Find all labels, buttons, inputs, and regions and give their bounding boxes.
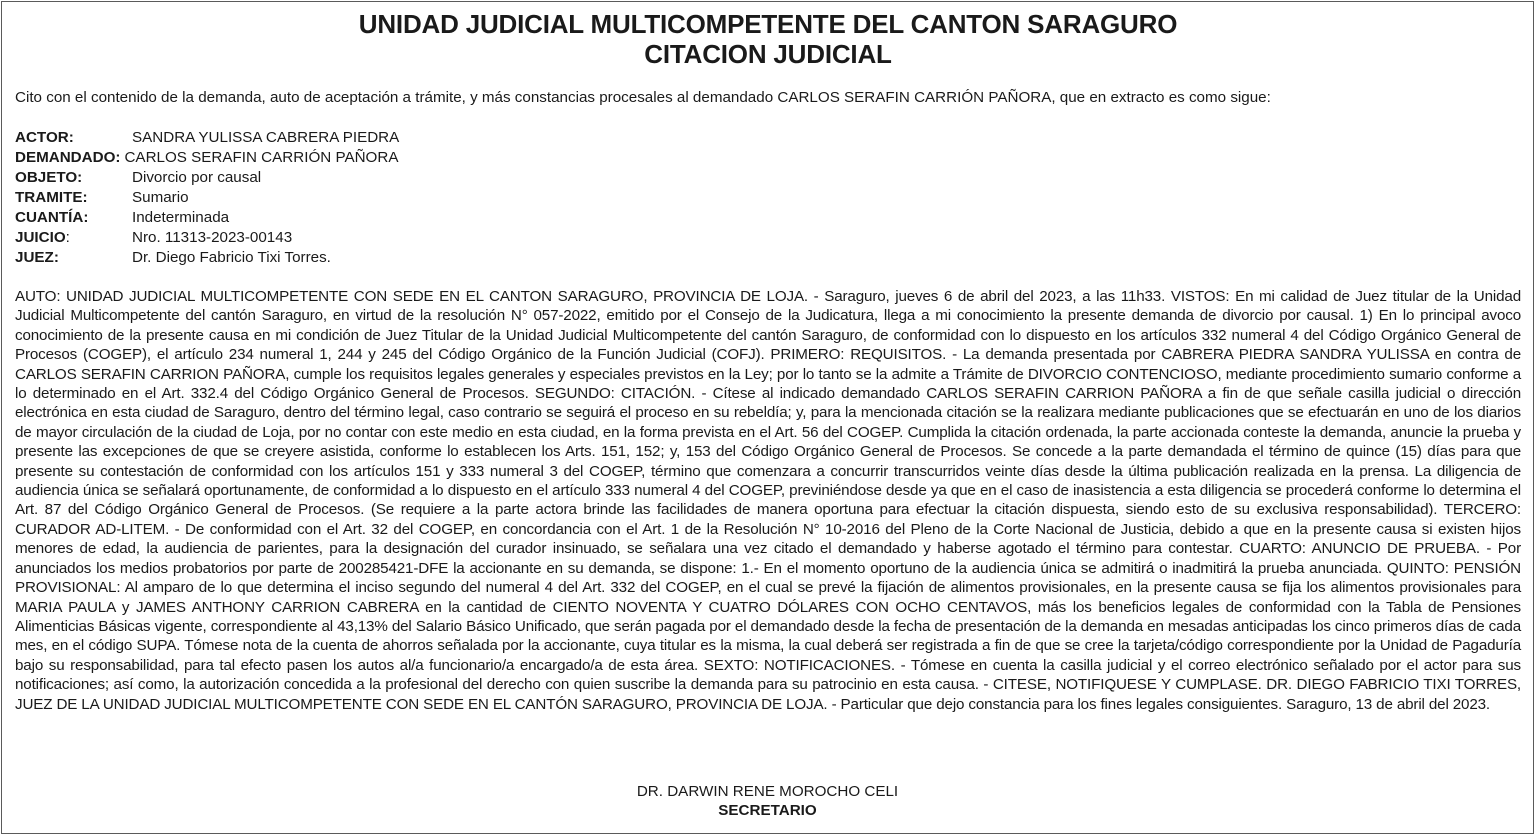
field-demandado [15, 148, 1521, 168]
secretary-role: SECRETARIO [718, 802, 817, 819]
field-value: CARLOS SERAFIN CARRIÓN PAÑORA [124, 149, 399, 166]
secretary-name: DR. DARWIN RENE MOROCHO CELI [636, 783, 899, 800]
title-block [15, 2, 1521, 69]
field-value: SANDRA YULISSA CABRERA PIEDRA [132, 129, 400, 146]
field-value: Nro. 11313-2023-00143 [132, 229, 293, 246]
field-label: OBJETO: [15, 169, 83, 186]
intro-paragraph: Cito con el contenido de la demanda, auto de aceptación a trámite, y más constancias procesales al demandado CARLOS SERAFIN CARRIÓN PAÑORA, que en extracto es como sigue: [15, 89, 1271, 106]
field-label: JUEZ: [15, 249, 59, 266]
field-juicio [15, 228, 1521, 248]
field-label-text: JUICIO [15, 229, 66, 246]
signature-block [2, 782, 1533, 820]
field-label: CUANTÍA: [15, 209, 89, 226]
field-label-colon: : [65, 229, 70, 246]
citation-notice [1, 1, 1534, 834]
field-value: Divorcio por causal [132, 169, 262, 186]
field-actor [15, 128, 1521, 148]
auto-body-paragraph: AUTO: UNIDAD JUDICIAL MULTICOMPETENTE CON SEDE EN EL CANTON SARAGURO, PROVINCIA DE LOJA. - Saraguro, jueves 6 de abril del 2023, a las 11h33. VISTOS: En mi calidad de Juez titular de la Unidad Judicial Multicompetente del cantón Saraguro, en virtud de la resolución N° 057-2022, emitido por el Consejo de la Judicatura, llega a mi conocimiento la presente demanda de divorcio por causal. 1) En lo principal avoco conocimiento de la presente causa en mi condición de Juez Titular de la Unidad Judicial Multicompetente del cantón Saraguro, de conformidad con lo dispuesto en los artículos 332 numeral 4 del Código Orgánico General de Procesos (COGEP), el artículo 234 numeral 1, 244 y 245 del Código Orgánico de la Función Judicial (COFJ). PRIMERO: REQUISITOS. - La demanda presentada por CABRERA PIEDRA SANDRA YULISSA en contra de CARLOS SERAFIN CARRION PAÑORA, cumple los requisitos legales generales y especiales previstos en la Ley; por lo tanto se la admite a Trámite de DIVORCIO CONTENCIOSO, mediante procedimiento sumario conforme a lo determinado en el Art. 332.4 del Código Orgánico General de Procesos. SEGUNDO: CITACIÓN. - Cítese al indicado demandado CARLOS SERAFIN CARRION PAÑORA a fin de que señale casilla judicial o dirección electrónica en esta ciudad de Saraguro, dentro del término legal, caso contrario se seguirá el proceso en su rebeldía; y, para la mencionada citación se la realizara mediante publicaciones que se efectuarán en uno de los diarios de mayor circulación de la ciudad de Loja, por no contar con este medio en esta ciudad, en la forma prevista en el Art. 56 del COGEP. Cumplida la citación ordenada, la parte accionada conteste la demanda, anuncie la prueba y presente las excepciones de que se creyere asistida, conforme lo establecen los Arts. 151, 152; y, 153 del Código Orgánico General de Procesos. Se concede a la parte demandada el término de quince (15) días para que presente su contestación de conformidad con los artículos 151 y 333 numeral 3 del COGEP, término que comenzara a concurrir transcurridos veinte días desde la última publicación realizada en la prensa. La diligencia de audiencia única se señalará oportunamente, de conformidad a lo dispuesto en el artículo 333 numeral 4 del COGEP, previniéndose desde ya que en el caso de inasistencia a esta diligencia se procederá conforme lo determina el Art. 87 del Código Orgánico General de Procesos. (Se requiere a la parte actora brinde las facilidades de manera oportuna para efectuar la citación dispuesta, siendo esto de su exclusiva responsabilidad). TERCERO: CURADOR AD-LITEM. - De conformidad con el Art. 32 del COGEP, en concordancia con el Art. 1 de la Resolución N° 10-2016 del Pleno de la Corte Nacional de Justicia, debido a que en la presente causa si existen hijos menores de edad, la audiencia de parientes, para la designación del curador insinuado, se señalara una vez citado el demandado y haberse agotado el término para contestar. CUARTO: ANUNCIO DE PRUEBA. - Por anunciados los medios probatorios por parte de 200285421-DFE la accionante en su demanda, se dispone: 1.- En el momento oportuno de la audiencia única se admitirá o inadmitirá la prueba anunciada. QUINTO: PENSIÓN PROVISIONAL: Al amparo de lo que determina el inciso segundo del numeral 4 del Art. 332 del COGEP, en el cual se prevé la fijación de alimentos provisionales, en la presente causa se fija los alimentos provisionales para MARIA PAULA y JAMES ANTHONY CARRION CABRERA en la cantidad de CIENTO NOVENTA Y CUATRO DÓLARES CON OCHO CENTAVOS, más los beneficios legales de conformidad con la Tabla de Pensiones Alimenticias Básicas vigente, correspondiente al 43,13% del Salario Básico Unificado, que serán pagada por el demandado desde la fecha de presentación de la demanda en mesadas anticipadas los cinco primeros días de cada mes, en el código SUPA. Tómese nota de la cuenta de ahorros señalada por la accionante, cuya titular es la misma, la cual deberá ser registrada a fin de que se cree la tarjeta/código correspondiente por la Unidad de Pagaduría bajo su responsabilidad, para tal efecto pasen los autos al/a funcionario/a encargado/a de esta área. SEXTO: NOTIFICACIONES. - Tómese en cuenta la casilla judicial y el correo electrónico señalado por el actor para sus notificaciones; así como, la autorización concedida a la profesional del derecho con quien suscribe la demanda para su patrocinio en esta causa. - CITESE, NOTIFIQUESE Y CUMPLASE. DR. DIEGO FABRICIO TIXI TORRES, JUEZ DE LA UNIDAD JUDICIAL MULTICOMPETENTE CON SEDE EN EL CANTÓN SARAGURO, PROVINCIA DE LOJA. - Particular que dejo constancia para los fines legales consiguientes. Saraguro, 13 de abril del 2023. [15, 288, 1521, 713]
field-tramite [15, 188, 1521, 208]
field-value: Indeterminada [132, 209, 230, 226]
field-value: Dr. Diego Fabricio Tixi Torres. [132, 249, 331, 266]
field-value: Sumario [132, 189, 189, 206]
court-title: UNIDAD JUDICIAL MULTICOMPETENTE DEL CANTON SARAGURO [358, 9, 1178, 39]
field-cuantia [15, 208, 1521, 228]
field-label: TRAMITE: [15, 189, 88, 206]
field-label: ACTOR: [15, 129, 74, 146]
case-fields [15, 128, 1521, 268]
field-label [15, 228, 132, 248]
field-juez [15, 248, 1521, 268]
field-objeto [15, 168, 1521, 188]
field-label: DEMANDADO: [15, 149, 121, 166]
notice-title: CITACION JUDICIAL [644, 39, 892, 69]
